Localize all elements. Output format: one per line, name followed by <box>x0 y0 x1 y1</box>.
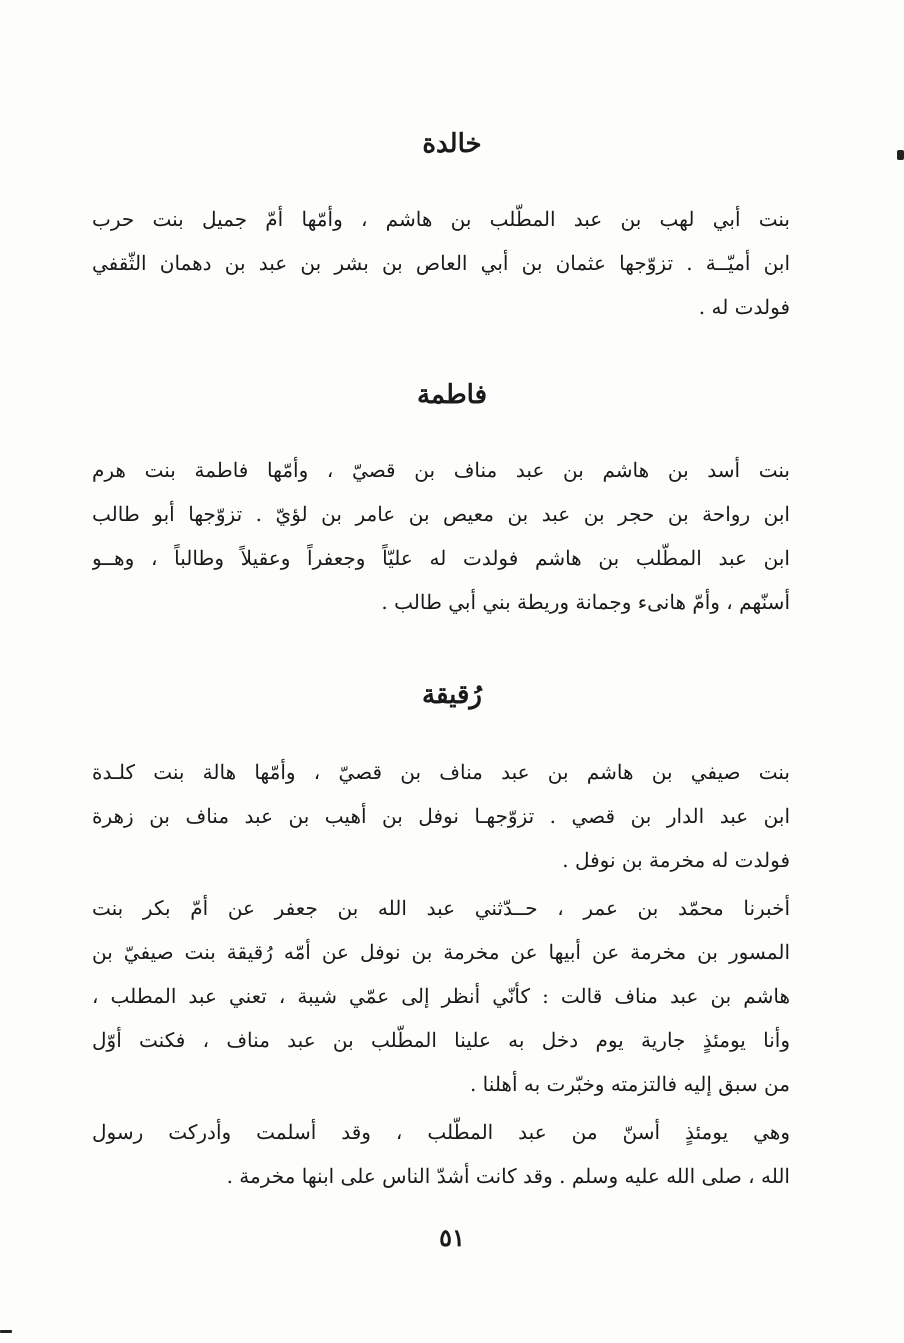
text-line: ابن عبد المطّلب بن هاشم فولدت له عليّاً وجعفراً وعقيلاً وطالباً ، وهــو <box>92 546 790 570</box>
text-line: أخبرنا محمّد بن عمر ، حــدّثني عبد الله بن جعفر عن أمّ بكر بنت <box>92 896 790 920</box>
page-number: ٥١ <box>439 1223 465 1252</box>
text-line: وأنا يومئذٍ جارية يوم دخل به علينا المطّلب بن عبد مناف ، فكنت أوّل <box>92 1028 790 1052</box>
paragraph-fatima <box>92 448 790 624</box>
text-line: المسور بن مخرمة عن أبيها عن مخرمة بن نوفل عن أمّه رُقيقة بنت صيفيّ بن <box>92 940 790 964</box>
text-line: أسنّهم ، وأمّ هانىء وجمانة وريطة بني أبي طالب . <box>381 590 790 614</box>
text-line: هاشم بن عبد مناف قالت : كأنّي أنظر إلى عمّي شيبة ، تعني عبد المطلب ، <box>92 984 790 1008</box>
section-title-khalida: خالدة <box>422 129 482 159</box>
section-title-ruqayqa: رُقيقة <box>422 680 482 710</box>
text-line: فولدت له مخرمة بن نوفل . <box>562 848 790 872</box>
paragraph-ruqayqa-3 <box>92 1110 790 1198</box>
text-line: ابن رواحة بن حجر بن عبد بن معيص بن عامر بن لؤيّ . تزوّجها أبو طالب <box>92 502 790 526</box>
text-line: بنت أسد بن هاشم بن عبد مناف بن قصيّ ، وأمّها فاطمة بنت هرم <box>92 458 790 482</box>
paragraph-khalida <box>92 197 790 329</box>
scan-mark <box>0 1330 12 1333</box>
text-line: بنت أبي لهب بن عبد المطّلب بن هاشم ، وأمّها أمّ جميل بنت حرب <box>92 207 790 231</box>
text-line: ابن عبد الدار بن قصي . تزوّجهـا نوفل بن أهيب بن عبد مناف بن زهرة <box>92 804 790 828</box>
text-line: ابن أميّــة . تزوّجها عثمان بن أبي العاص بن بشر بن عبد بن دهمان الثّقفي <box>92 251 790 275</box>
paragraph-ruqayqa-1 <box>92 750 790 882</box>
text-line: بنت صيفي بن هاشم بن عبد مناف بن قصيّ ، وأمّها هالة بنت كلـدة <box>92 760 790 784</box>
text-line: الله ، صلى الله عليه وسلم . وقد كانت أشدّ الناس على ابنها مخرمة . <box>226 1164 790 1188</box>
text-line: من سبق إليه فالتزمته وخبّرت به أهلنا . <box>469 1072 790 1096</box>
text-line: فولدت له . <box>698 295 790 319</box>
text-line: وهي يومئذٍ أسنّ من عبد المطّلب ، وقد أسلمت وأدركت رسول <box>92 1120 790 1144</box>
scan-mark <box>897 150 904 160</box>
section-title-fatima: فاطمة <box>416 380 487 410</box>
paragraph-ruqayqa-2 <box>92 886 790 1106</box>
